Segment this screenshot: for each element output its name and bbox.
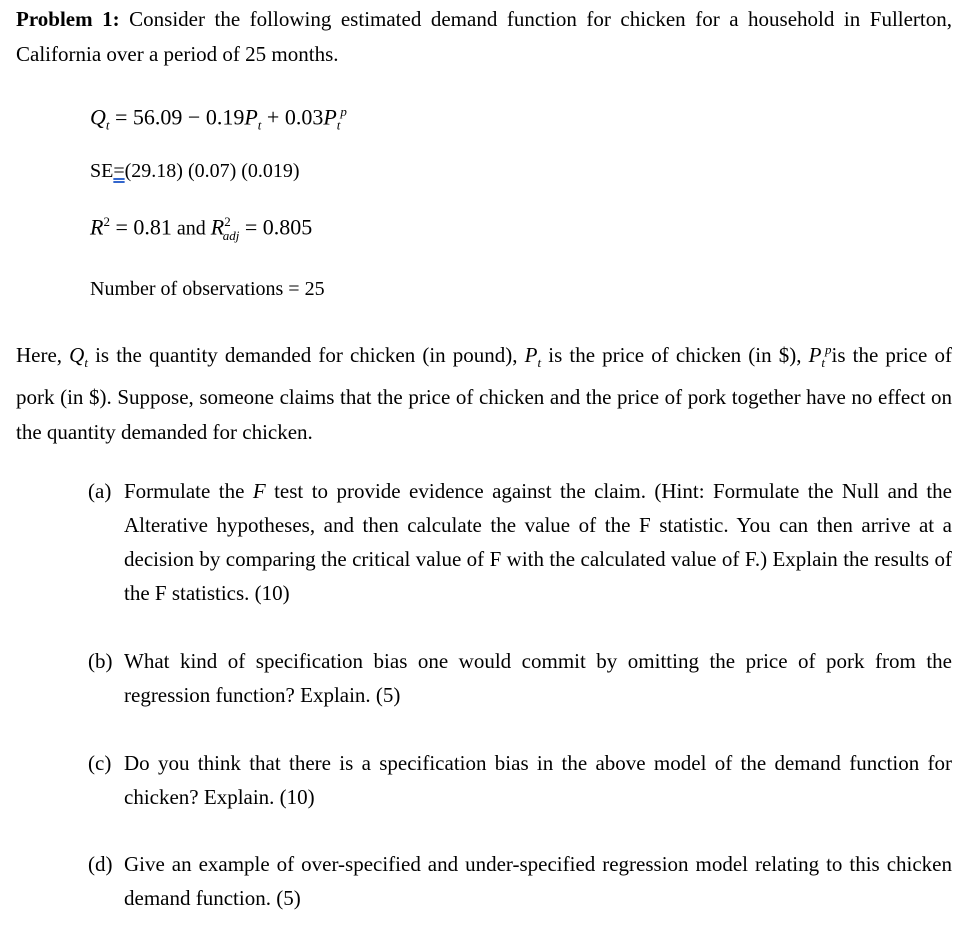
t-subscript: t xyxy=(336,117,341,133)
question-d xyxy=(88,847,952,915)
t-subscript: t xyxy=(84,355,88,371)
q-symbol: Q xyxy=(69,343,85,367)
demand-equation xyxy=(90,104,347,134)
observations: Number of observations = 25 xyxy=(90,278,325,300)
problem-statement xyxy=(16,2,952,72)
question-c xyxy=(88,746,952,814)
question-label: (c) xyxy=(88,751,112,775)
intro-text: Here, xyxy=(16,343,70,367)
question-text: Do you think that there is a specification bias in the above model of the demand function for chicken? Explain. (10) xyxy=(124,751,952,809)
t-subscript: t xyxy=(821,355,826,371)
intro-paragraph xyxy=(16,332,952,450)
p-superscript: p xyxy=(340,104,347,119)
p-symbol: P xyxy=(244,104,258,130)
question-text: What kind of specification bias one would commit by omitting the price of pork from the regression function? Explain. (5) xyxy=(124,649,952,707)
t-subscript: t xyxy=(105,117,110,133)
standard-errors xyxy=(90,160,300,183)
se-values: (29.18) (0.07) (0.019) xyxy=(124,160,300,182)
t-subscript: t xyxy=(537,355,542,371)
squared: 2 xyxy=(224,214,231,229)
problem-text: Consider the following estimated demand function for chicken for a household in Fullerton, California over a period of 25 months. xyxy=(16,7,953,66)
question-label: (a) xyxy=(88,479,112,503)
question-text: Give an example of over-specified and under-specified regression model relating to this chicken demand function. (5) xyxy=(124,852,952,910)
adj-subscript: adj xyxy=(222,227,240,243)
r2-value: = 0.81 xyxy=(109,214,172,240)
f-symbol: F xyxy=(252,479,266,503)
p-superscript: p xyxy=(825,342,832,357)
p-symbol: P xyxy=(323,104,337,130)
equation-part: = 56.09 − 0.19 xyxy=(109,104,245,130)
intro-text: is the quantity demanded for chicken (in pound), xyxy=(87,343,525,367)
intro-text: is the price of pork (in $). Suppose, someone claims that the price of chicken and the price of pork together have no effect on the quantity demanded for chicken. xyxy=(16,343,952,445)
question-a xyxy=(88,474,952,610)
q-symbol: Q xyxy=(90,104,106,130)
t-subscript: t xyxy=(257,117,262,133)
intro-text: is the price of chicken (in $), xyxy=(541,343,809,367)
p-symbol: P xyxy=(808,343,822,367)
adj-r2-value: = 0.805 xyxy=(239,214,313,240)
question-label: (b) xyxy=(88,649,113,673)
r-symbol: R xyxy=(210,214,225,240)
p-symbol: P xyxy=(524,343,538,367)
question-text: Formulate the xyxy=(124,479,253,503)
r-squared xyxy=(90,214,312,244)
question-text: test to provide evidence against the claim. (Hint: Formulate the Null and the Alterative hypotheses, and then calculate the value of the F statistic. You can then arrive at a decision by comparing the critical value of F with the calculated value of F.) Explain the results of the F statistics. (10) xyxy=(124,479,952,605)
problem-label: Problem 1: xyxy=(16,7,120,31)
question-label: (d) xyxy=(88,852,113,876)
question-b xyxy=(88,644,952,712)
equation-part: + 0.03 xyxy=(261,104,324,130)
se-equals: = xyxy=(113,160,125,182)
and-text: and xyxy=(171,217,211,240)
r-symbol: R xyxy=(90,214,104,240)
se-label: SE xyxy=(90,160,114,182)
squared: 2 xyxy=(103,214,110,229)
